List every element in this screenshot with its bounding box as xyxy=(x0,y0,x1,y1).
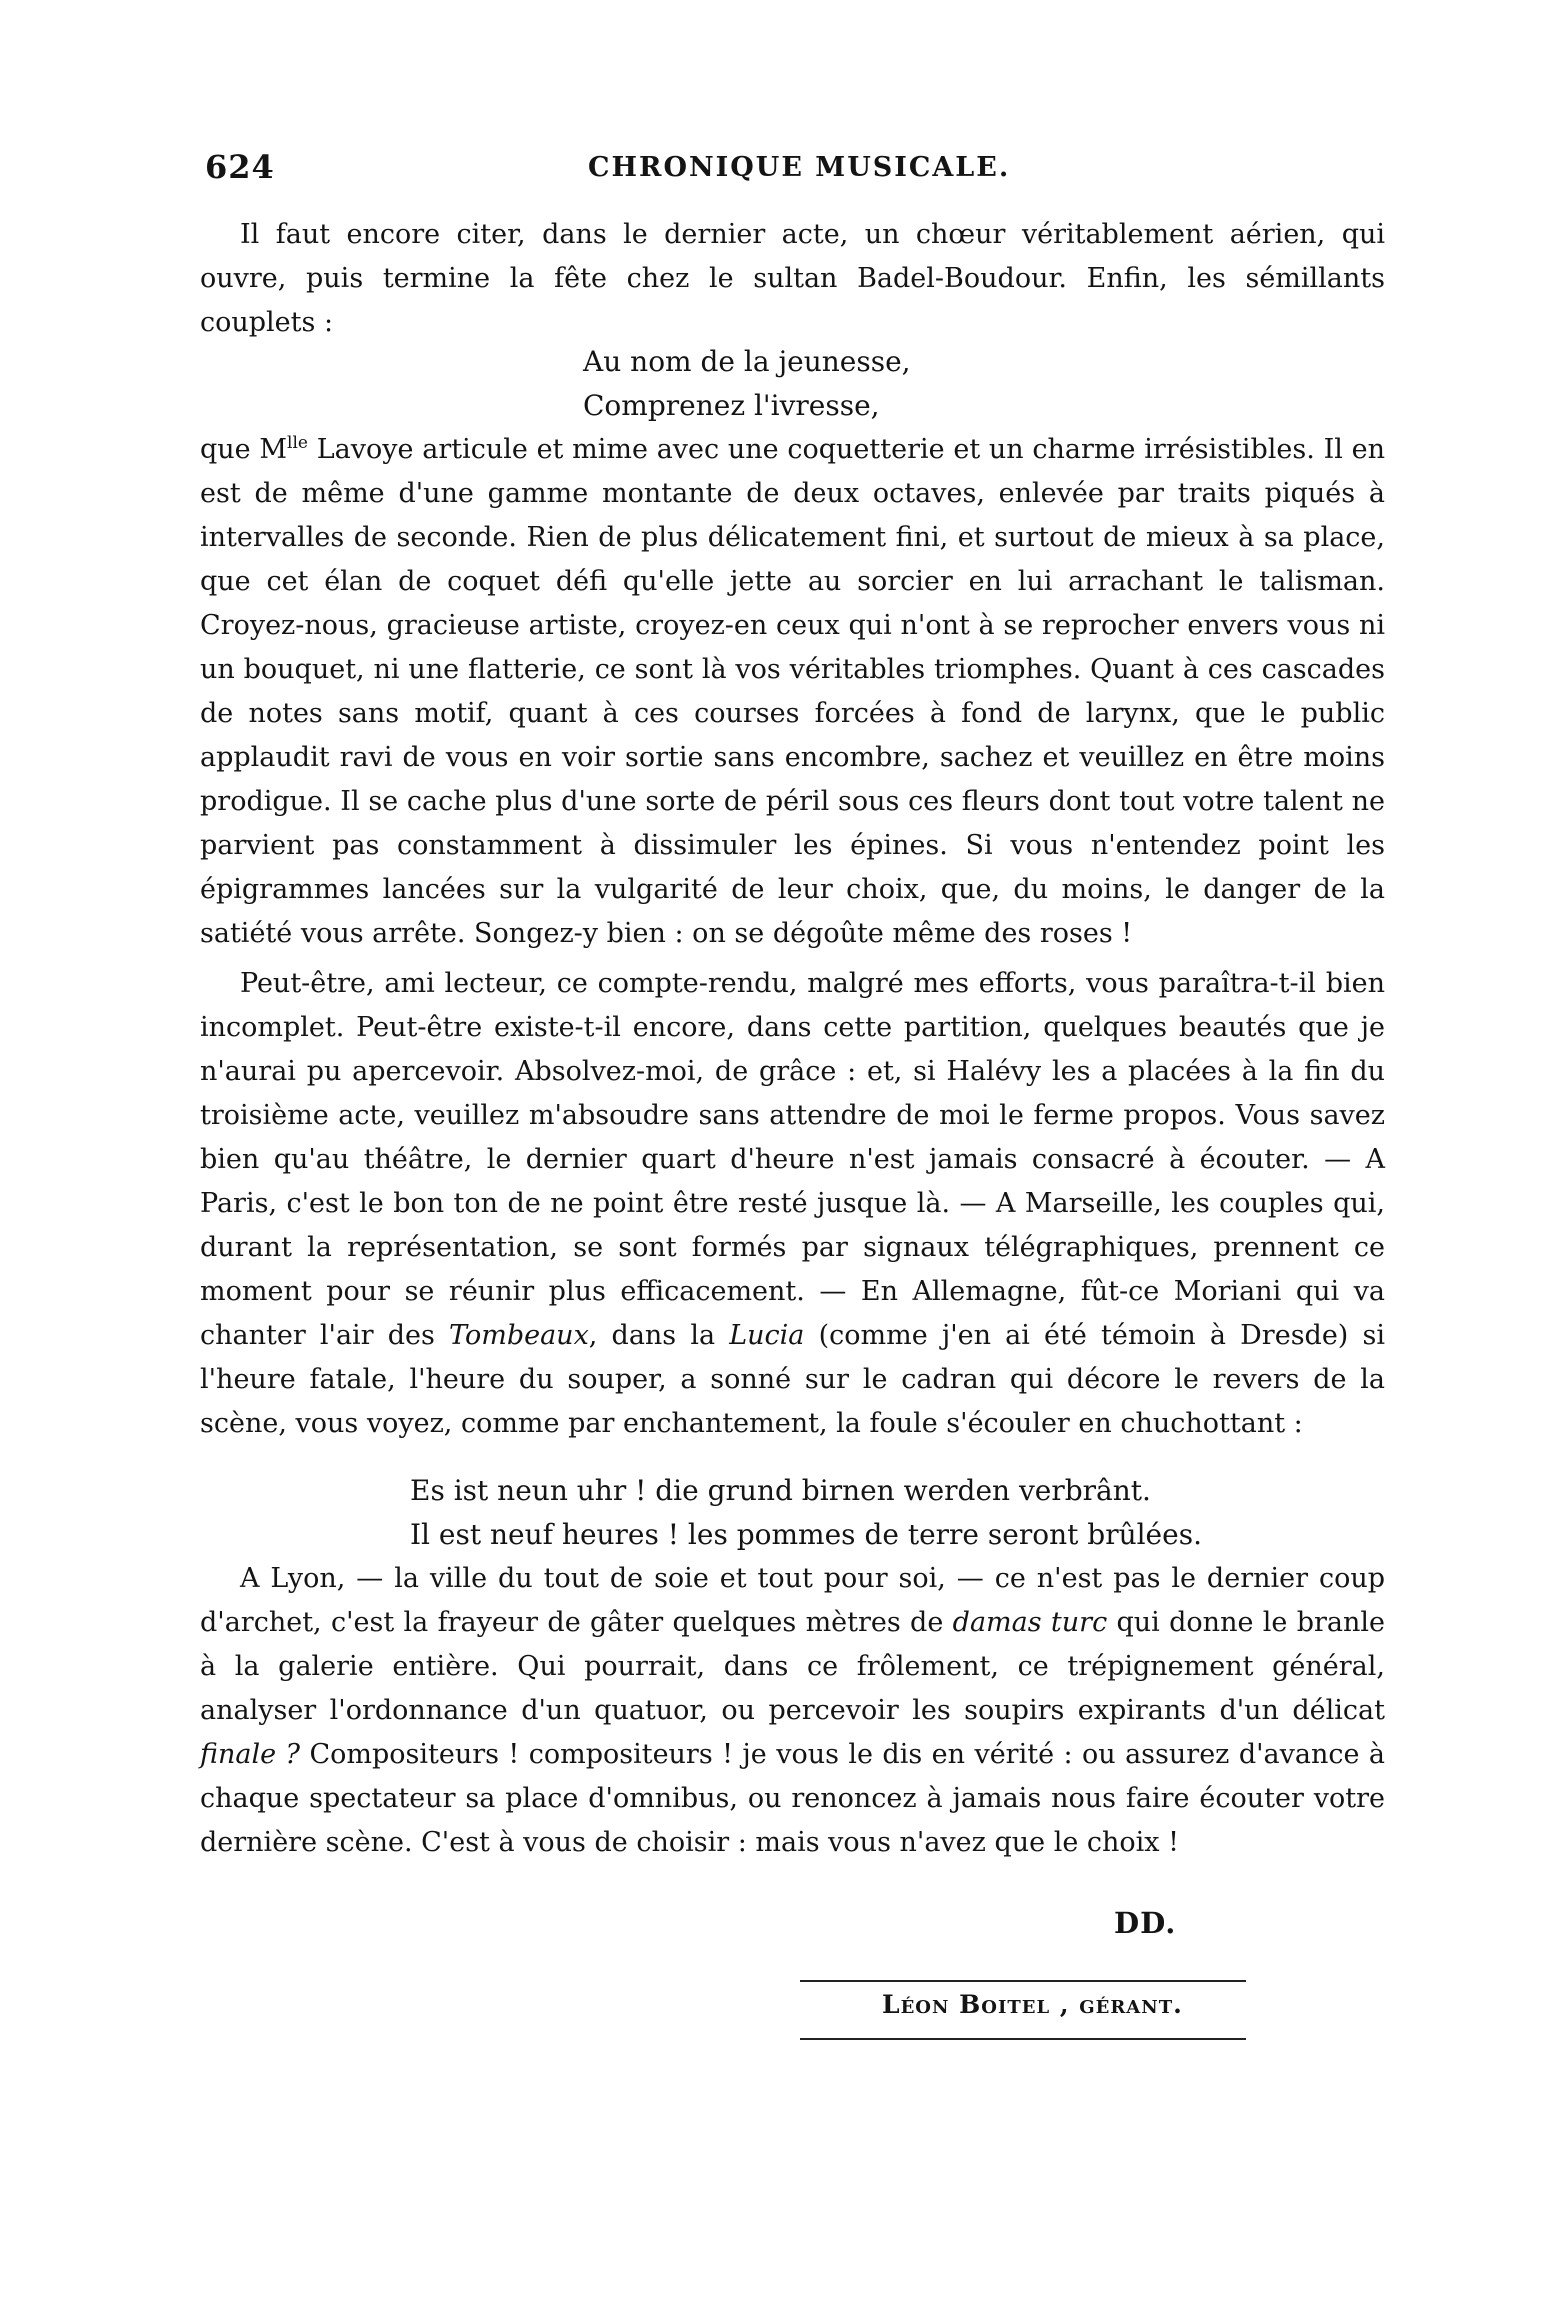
paragraph-4-text xyxy=(200,1557,1385,1865)
paragraph-1-text: Il faut encore citer, dans le dernier acte, un chœur véritablement aérien, qui ouvre, puis termine la fête chez le sultan Badel-Boudour. Enfin, les sémillants couplets : xyxy=(200,219,1385,338)
paragraph-3-part-a: Peut-être, ami lecteur, ce compte-rendu, malgré mes efforts, vous paraîtra-t-il bien incomplet. Peut-être existe-t-il encore, dans cette partition, quelques beautés que je n'aurai pu apercevoir. Absolvez-moi, de grâce : et, si Halévy les a placées à la fin du troisième acte, veuillez m'absoudre sans attendre de moi le ferme propos. Vous savez bien qu'au théâtre, le dernier quart d'heure n'est jamais consacré à écouter. — A Paris, c'est le bon ton de ne point être resté jusque là. — A Marseille, les couples qui, durant la représentation, se sont formés par signaux télégraphiques, prennent ce moment pour se réunir plus efficacement. — En Allemagne, fût-ce Moriani qui va chanter l'air des xyxy=(200,968,1385,1351)
title-superscript: lle xyxy=(287,433,308,453)
verse-quote-2 xyxy=(410,1469,1202,1557)
paragraph-4 xyxy=(200,1557,1385,1865)
verse-2-line-1: Es ist neun uhr ! die grund birnen werden verbrânt. xyxy=(410,1474,1151,1507)
italic-lucia: Lucia xyxy=(729,1320,805,1351)
paragraph-2-text xyxy=(200,428,1385,956)
paragraph-4-part-b: qui donne le branle à la galerie entière. Qui pourrait, dans ce frôlement, ce trépignement général, analyser l'ordonnance d'un quatuor, ou percevoir les soupirs expirants d'un délicat xyxy=(200,1607,1385,1726)
paragraph-1 xyxy=(200,213,1385,345)
paragraph-2-body: Lavoye articule et mime avec une coquetterie et un charme irrésistibles. Il en est de même d'une gamme montante de deux octaves, enlevée par traits piqués à intervalles de seconde. Rien de plus délicatement fini, et surtout de mieux à sa place, que cet élan de coquet défi qu'elle jette au sorcier en lui arrachant le talisman. Croyez-nous, gracieuse artiste, croyez-en ceux qui n'ont à se reprocher envers vous ni un bouquet, ni une flatterie, ce sont là vos véritables triomphes. Quant à ces cascades de notes sans motif, quant à ces courses forcées à fond de larynx, que le public applaudit ravi de vous en voir sortie sans encombre, sachez et veuillez en être moins prodigue. Il se cache plus d'une sorte de péril sous ces fleurs dont tout votre talent ne parvient pas constamment à dissimuler les épines. Si vous n'entendez point les épigrammes lancées sur la vulgarité de leur choix, que, du moins, le danger de la satiété vous arrête. Songez-y bien : on se dégoûte même des roses ! xyxy=(200,434,1385,949)
paragraph-2-start: que M xyxy=(200,434,288,465)
running-title: CHRONIQUE MUSICALE. xyxy=(588,152,1011,183)
italic-tombeaux: Tombeaux xyxy=(449,1320,589,1351)
paragraph-4-part-a: A Lyon, — la ville du tout de soie et tout pour soi, — ce n'est pas le dernier coup d'archet, c'est la frayeur de gâter quelques mètres de xyxy=(200,1563,1385,1638)
page-header xyxy=(205,148,1245,192)
paragraph-4-part-c: Compositeurs ! compositeurs ! je vous le dis en vérité : ou assurez d'avance à chaque spectateur sa place d'omnibus, ou renoncez à jamais nous faire écouter votre dernière scène. C'est à vous de choisir : mais vous n'avez que le choix ! xyxy=(200,1739,1385,1858)
paragraph-2 xyxy=(200,428,1385,956)
author-signature: DD. xyxy=(1114,1906,1177,1940)
verse-1-line-2: Comprenez l'ivresse, xyxy=(583,389,880,422)
publisher-line: Léon Boitel , gérant. xyxy=(882,1990,1183,2019)
paragraph-3-part-b: , dans la xyxy=(588,1320,730,1351)
divider-bottom xyxy=(800,2038,1246,2040)
paragraph-3-text xyxy=(200,962,1385,1446)
italic-damas-turc: damas turc xyxy=(952,1607,1108,1638)
page-number: 624 xyxy=(205,148,275,186)
italic-finale: finale ? xyxy=(200,1739,301,1770)
verse-quote-1 xyxy=(583,340,911,428)
verse-1-line-1: Au nom de la jeunesse, xyxy=(583,345,911,378)
divider-top xyxy=(800,1980,1246,1982)
paragraph-3 xyxy=(200,962,1385,1446)
paragraph-3-part-c: (comme j'en ai été témoin à Dresde) si l'heure fatale, l'heure du souper, a sonné sur le cadran qui décore le revers de la scène, vous voyez, comme par enchantement, la foule s'écouler en chuchottant : xyxy=(200,1320,1385,1439)
verse-2-line-2: Il est neuf heures ! les pommes de terre seront brûlées. xyxy=(410,1518,1202,1551)
